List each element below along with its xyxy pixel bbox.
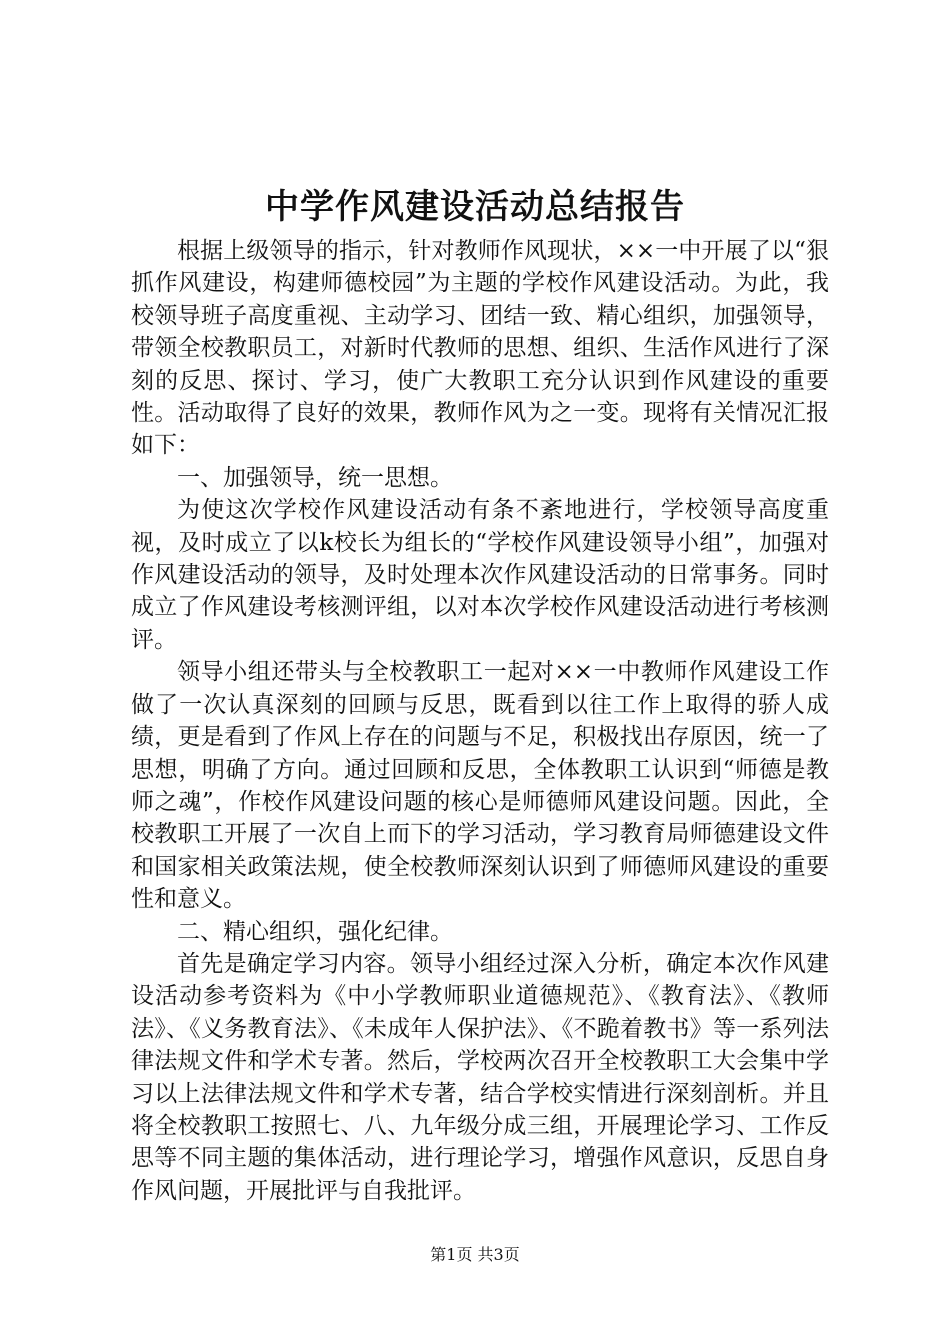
section-heading-1: 一、加强领导，统一思想。 [177,464,453,491]
section-2-paragraph-1: 首先是确定学习内容。领导小组经过深入分析，确定本次作风建设活动参考资料为《中小学教师职业道德规范》、《教育法》、《教师法》、《义务教育法》、《未成年人保护法》、《不跪着教书》等一系列法律法规文件和学术专著。然后，学校两次召开全校教职工大会集中学习以上法律法规文件和学术专著，结合学校实情进行深刻剖析。并且将全校教职工按照七、八、九年级分成三组，开展理论学习、工作反思等不同主题的集体活动，进行理论学习，增强作风意识，反思自身作风问题，开展批评与自我批评。 [131,950,829,1204]
document-body [131,235,829,1207]
section-1-paragraph-2: 领导小组还带头与全校教职工一起对××一中教师作风建设工作做了一次认真深刻的回顾与反思，既看到以往工作上取得的骄人成绩，更是看到了作风上存在的问题与不足，积极找出存原因，统一了思想，明确了方向。通过回顾和反思，全体教职工认识到“师德是教师之魂”，作校作风建设问题的核心是师德师风建设问题。因此，全校教职工开展了一次自上而下的学习活动，学习教育局师德建设文件和国家相关政策法规，使全校教师深刻认识到了师德师风建设的重要性和意义。 [131,659,829,913]
section-heading-2: 二、精心组织，强化纪律。 [177,918,453,945]
intro-paragraph: 根据上级领导的指示，针对教师作风现状，××一中开展了以“狠抓作风建设，构建师德校园”为主题的学校作风建设活动。为此，我校领导班子高度重视、主动学习、团结一致、精心组织，加强领导，带领全校教职员工，对新时代教师的思想、组织、生活作风进行了深刻的反思、探讨、学习，使广大教职工充分认识到作风建设的重要性。活动取得了良好的效果，教师作风为之一变。现将有关情况汇报如下： [131,238,829,459]
page-number-footer: 第1页 共3页 [430,1245,520,1264]
section-1-paragraph-1: 为使这次学校作风建设活动有条不紊地进行，学校领导高度重视，及时成立了以k校长为组长的“学校作风建设领导小组”，加强对作风建设活动的领导，及时处理本次作风建设活动的日常事务。同时成立了作风建设考核测评组，以对本次学校作风建设活动进行考核测评。 [131,497,829,653]
document-title: 中学作风建设活动总结报告 [265,187,685,227]
